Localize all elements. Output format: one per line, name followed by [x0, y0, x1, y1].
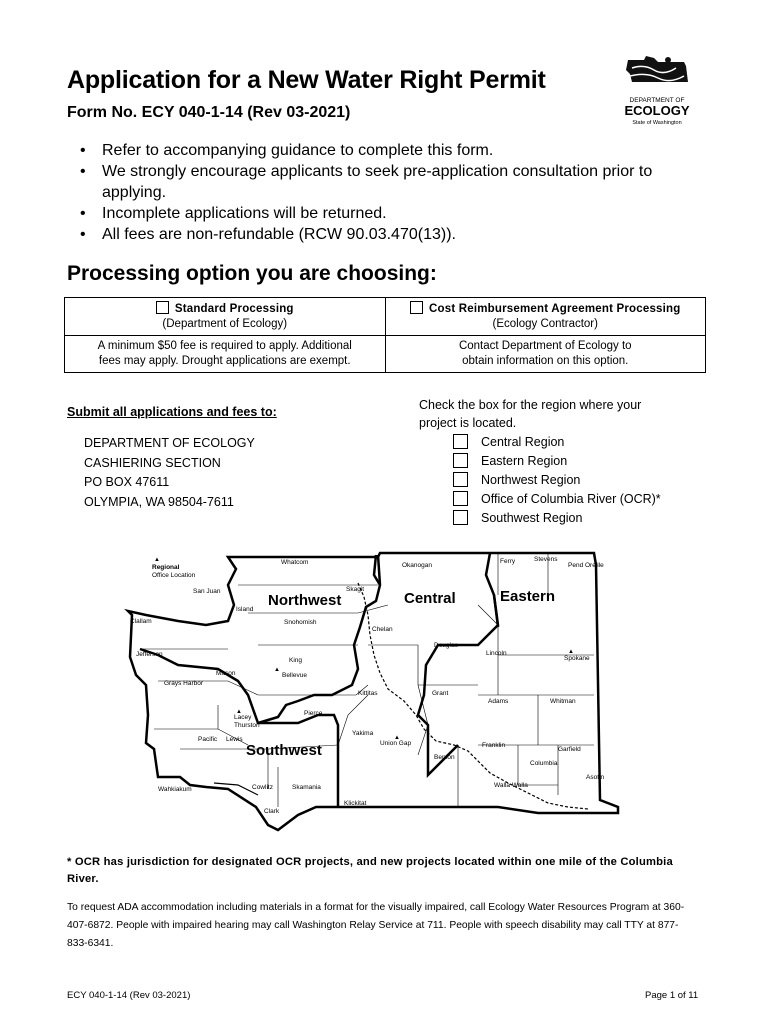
map-county-label: Franklin: [482, 742, 506, 749]
map-county-label: King: [289, 657, 303, 664]
region-label: Central Region: [481, 435, 565, 449]
map-county-label: Walla Walla: [494, 782, 528, 789]
map-county-label: Clark: [264, 808, 280, 815]
map-county-label: Columbia: [530, 760, 558, 767]
map-county-label: Garfield: [558, 746, 581, 753]
map-region-label: Central: [404, 590, 456, 607]
map-county-label: Pend Oreille: [568, 562, 604, 569]
eastern-region-checkbox[interactable]: [453, 453, 468, 468]
map-county-label: Whatcom: [281, 559, 309, 566]
processing-heading: Processing option you are choosing:: [67, 262, 437, 285]
address-line: CASHIERING SECTION: [84, 455, 221, 470]
logo-text-ecology: ECOLOGY: [624, 103, 690, 118]
region-instruction-line: project is located.: [419, 416, 517, 430]
map-county-label: Adams: [488, 698, 509, 705]
region-option-southwest: [453, 509, 661, 528]
map-county-label: Ferry: [500, 558, 516, 565]
map-county-label: Grant: [432, 690, 449, 697]
mailing-address: [84, 434, 255, 512]
map-county-label: Skamania: [292, 784, 321, 791]
logo-text-dept: DEPARTMENT OF: [629, 97, 685, 104]
map-county-label: Benton: [434, 754, 455, 761]
washington-region-map: [118, 545, 628, 835]
region-label: Northwest Region: [481, 473, 581, 487]
map-region-label: Eastern: [500, 588, 556, 605]
map-county-label: Kittitas: [358, 690, 378, 697]
map-county-label: Okanogan: [402, 562, 432, 569]
address-line: OLYMPIA, WA 98504-7611: [84, 494, 234, 509]
map-county-label: Stevens: [534, 556, 558, 563]
intro-bullets: [78, 140, 718, 245]
region-options: [453, 433, 661, 528]
standard-processing-checkbox[interactable]: [156, 301, 169, 314]
list-item: • Refer to accompanying guidance to complete this form.: [78, 140, 718, 161]
submit-label: Submit all applications and fees to:: [67, 405, 277, 419]
region-instruction-line: Check the box for the region where your: [419, 398, 642, 412]
map-county-label: Yakima: [352, 730, 374, 737]
cost-reimbursement-description-line: obtain information on this option.: [462, 355, 629, 367]
map-county-label: Bellevue: [282, 672, 307, 679]
map-county-label: Wahkiakum: [158, 786, 192, 793]
cost-reimbursement-subtitle: (Ecology Contractor): [492, 318, 598, 330]
form-number: Form No. ECY 040-1-14 (Rev 03-2021): [67, 104, 351, 121]
region-label: Eastern Region: [481, 454, 568, 468]
map-county-label: Lewis: [226, 736, 243, 743]
map-county-label: Pierce: [304, 710, 323, 717]
ocr-region-checkbox[interactable]: [453, 491, 468, 506]
regional-office-icon: ▲: [394, 735, 400, 741]
page-title: Application for a New Water Right Permit: [67, 66, 546, 94]
map-county-label: Klickitat: [344, 800, 367, 807]
address-line: DEPARTMENT OF ECOLOGY: [84, 436, 255, 450]
logo-text-state: State of Washington: [632, 120, 682, 126]
map-county-label: Snohomish: [284, 619, 317, 626]
map-county-label: Skagit: [346, 586, 365, 593]
map-county-label: Mason: [216, 670, 236, 677]
list-item: • All fees are non-refundable (RCW 90.03.470(13)).: [78, 224, 718, 245]
list-item: • Incomplete applications will be returned.: [78, 203, 718, 224]
map-region-label: Southwest: [246, 742, 322, 759]
processing-options-table: [64, 297, 706, 373]
map-county-label: Union Gap: [380, 740, 412, 747]
map-county-label: Whitman: [550, 698, 576, 705]
regional-office-icon: ▲: [568, 649, 574, 655]
map-county-label: Lacey: [234, 714, 252, 721]
map-county-label: Pacific: [198, 736, 218, 743]
regional-office-icon: ▲: [236, 709, 242, 715]
region-option-ocr: [453, 490, 661, 509]
legend-triangle-icon: ▲: [154, 557, 160, 563]
address-line: PO BOX 47611: [84, 475, 170, 489]
map-county-label: Spokane: [564, 655, 590, 662]
map-county-label: Clallam: [130, 618, 152, 625]
standard-processing-title: Standard Processing: [174, 303, 294, 315]
map-county-label: Jefferson: [136, 651, 163, 658]
region-option-northwest: [453, 471, 661, 490]
map-county-label: Grays Harbor: [164, 680, 204, 687]
cost-reimbursement-description-line: Contact Department of Ecology to: [458, 340, 632, 352]
standard-description-cell: [65, 336, 386, 373]
map-county-label: Thurston: [234, 722, 260, 729]
region-option-eastern: [453, 452, 661, 471]
cost-reimbursement-option-cell: [385, 298, 706, 336]
list-item: • We strongly encourage applicants to seek pre-application consultation prior to applying.: [78, 161, 718, 203]
region-option-central: [453, 433, 661, 452]
region-label: Office of Columbia River (OCR)*: [481, 492, 661, 506]
cost-reimbursement-description-cell: [385, 336, 706, 373]
map-legend-label: Regional: [152, 564, 180, 571]
standard-option-cell: [65, 298, 386, 336]
footer-form-number: ECY 040-1-14 (Rev 03-2021): [67, 990, 191, 1001]
map-county-label: Asotin: [586, 774, 605, 781]
cost-reimbursement-checkbox[interactable]: [410, 301, 423, 314]
map-county-label: Lincoln: [486, 650, 507, 657]
standard-description-line: fees may apply. Drought applications are exempt.: [98, 355, 351, 367]
ada-note: To request ADA accommodation including materials in a format for the visually impaired, call Ecology Water Resources Program at 360-407-6872. People with impaired hearing may call Washington Relay Service at 711. People with speech disability may call TTY at 877-833-6341.: [67, 902, 685, 949]
map-region-label: Northwest: [268, 592, 342, 609]
map-county-label: Island: [236, 606, 254, 613]
ecology-logo: [624, 52, 690, 128]
standard-description-line: A minimum $50 fee is required to apply. Additional: [97, 340, 352, 352]
map-county-label: San Juan: [193, 588, 221, 595]
map-legend-label: Office Location: [152, 572, 196, 579]
region-instruction: [419, 396, 699, 432]
southwest-region-checkbox[interactable]: [453, 510, 468, 525]
central-region-checkbox[interactable]: [453, 434, 468, 449]
northwest-region-checkbox[interactable]: [453, 472, 468, 487]
standard-processing-subtitle: (Department of Ecology): [162, 318, 288, 330]
regional-office-icon: ▲: [274, 667, 280, 673]
map-county-label: Cowlitz: [252, 784, 273, 791]
footer-page-number: Page 1 of 11: [645, 990, 699, 1001]
map-county-label: Douglas: [434, 642, 458, 649]
cost-reimbursement-title: Cost Reimbursement Agreement Processing: [429, 303, 681, 315]
map-county-label: Chelan: [372, 626, 393, 633]
region-label: Southwest Region: [481, 511, 583, 525]
ocr-note: * OCR has jurisdiction for designated OCR projects, and new projects located within one mile of the Columbia River.: [67, 856, 673, 885]
